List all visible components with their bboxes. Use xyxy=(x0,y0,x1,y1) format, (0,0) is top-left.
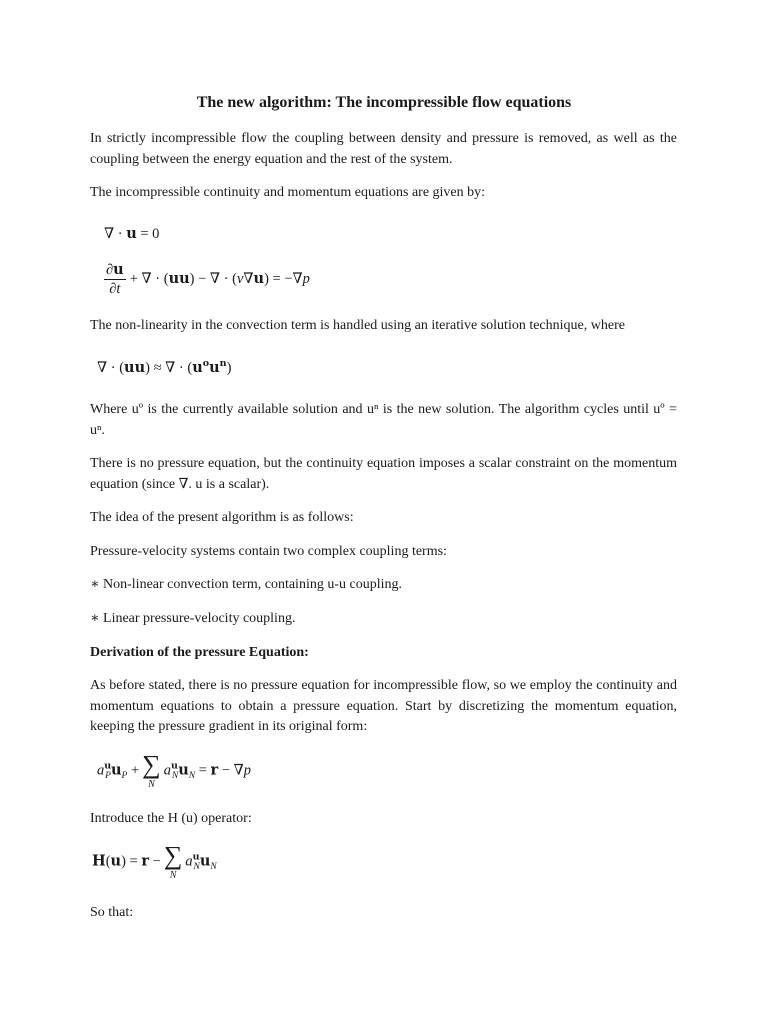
paragraph-coupling: Pressure-velocity systems contain two complex coupling terms: xyxy=(90,544,447,559)
document-title: The new algorithm: The incompressible flow equations xyxy=(196,94,572,111)
list-item: ∗ Non-linear convection term, containing u-u coupling. xyxy=(90,577,402,592)
equation-h-operator: H(u) = r − ∑ N $a^u_Nu_N$ xyxy=(92,841,217,881)
paragraph-derivation: As before stated, there is no pressure equation for incompressible flow, so we employ the continuity and momentum equations to obtain a pressure equation. Start by discretizing the momentum equation, keeping the pressure gradient in its original form: xyxy=(90,678,677,734)
paragraph-iteration: Where uº is the currently available solution and uⁿ is the new solution. The algorithm cycles until uº = uⁿ. xyxy=(90,402,677,438)
list-item: ∗ Linear pressure-velocity coupling. xyxy=(90,611,296,626)
paragraph-nonlinearity: The non-linearity in the convection term is handled using an iterative solution technique, where xyxy=(90,318,625,333)
equation-momentum: $\frac{\partial u}{\partial t}$ + ∇ · (uu) − ∇ · (ν∇u) = −∇p xyxy=(106,261,310,297)
equation-discretized: $a^u_Pu_P$ + ∑ N $a^u_Nu_N = r - \nabla p$ xyxy=(97,750,251,790)
paragraph-constraint: There is no pressure equation, but the continuity equation imposes a scalar constraint on the momentum equation (since ∇. u is a scalar). xyxy=(90,456,677,492)
paragraph-intro: In strictly incompressible flow the coupling between density and pressure is removed, as well as the coupling between the energy equation and the rest of the system. xyxy=(90,131,677,167)
paragraph-so-that: So that: xyxy=(90,905,134,920)
paragraph-h-operator: Introduce the H (u) operator: xyxy=(90,811,252,826)
section-heading: Derivation of the pressure Equation: xyxy=(90,645,309,660)
paragraph-idea: The idea of the present algorithm is as follows: xyxy=(90,510,354,525)
equation-continuity: ∇ · u = 0 xyxy=(104,225,160,242)
equation-linearization: ∇ · (uu) ≈ ∇ · $(u^ou^n)$ xyxy=(97,358,232,376)
paragraph-equations-intro: The incompressible continuity and momentum equations are given by: xyxy=(90,185,486,200)
